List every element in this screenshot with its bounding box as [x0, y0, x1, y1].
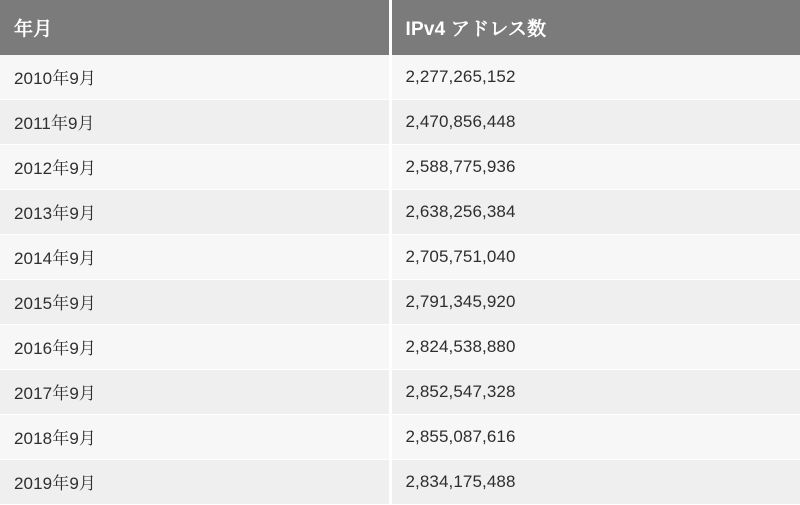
cell-month: 2010年9月 — [0, 55, 390, 100]
cell-month: 2018年9月 — [0, 415, 390, 460]
cell-value: 2,855,087,616 — [390, 415, 800, 460]
cell-value: 2,470,856,448 — [390, 100, 800, 145]
cell-month: 2011年9月 — [0, 100, 390, 145]
table-row — [0, 145, 800, 190]
column-header-month: 年月 — [0, 0, 390, 55]
cell-month: 2016年9月 — [0, 325, 390, 370]
cell-value: 2,824,538,880 — [390, 325, 800, 370]
table-row — [0, 370, 800, 415]
table-header — [0, 0, 800, 55]
cell-month: 2012年9月 — [0, 145, 390, 190]
table-body — [0, 55, 800, 505]
table-row — [0, 280, 800, 325]
cell-value: 2,277,265,152 — [390, 55, 800, 100]
column-header-ipv4-address-count: IPv4 アドレス数 — [390, 0, 800, 55]
cell-month: 2013年9月 — [0, 190, 390, 235]
table-row — [0, 460, 800, 505]
cell-value: 2,791,345,920 — [390, 280, 800, 325]
cell-value: 2,834,175,488 — [390, 460, 800, 505]
table-row — [0, 55, 800, 100]
cell-month: 2017年9月 — [0, 370, 390, 415]
cell-value: 2,588,775,936 — [390, 145, 800, 190]
cell-value: 2,705,751,040 — [390, 235, 800, 280]
cell-value: 2,852,547,328 — [390, 370, 800, 415]
table-row — [0, 190, 800, 235]
cell-value: 2,638,256,384 — [390, 190, 800, 235]
table-row — [0, 415, 800, 460]
table-row — [0, 100, 800, 145]
cell-month: 2015年9月 — [0, 280, 390, 325]
cell-month: 2019年9月 — [0, 460, 390, 505]
cell-month: 2014年9月 — [0, 235, 390, 280]
table-row — [0, 235, 800, 280]
table-header-row — [0, 0, 800, 55]
table-row — [0, 325, 800, 370]
